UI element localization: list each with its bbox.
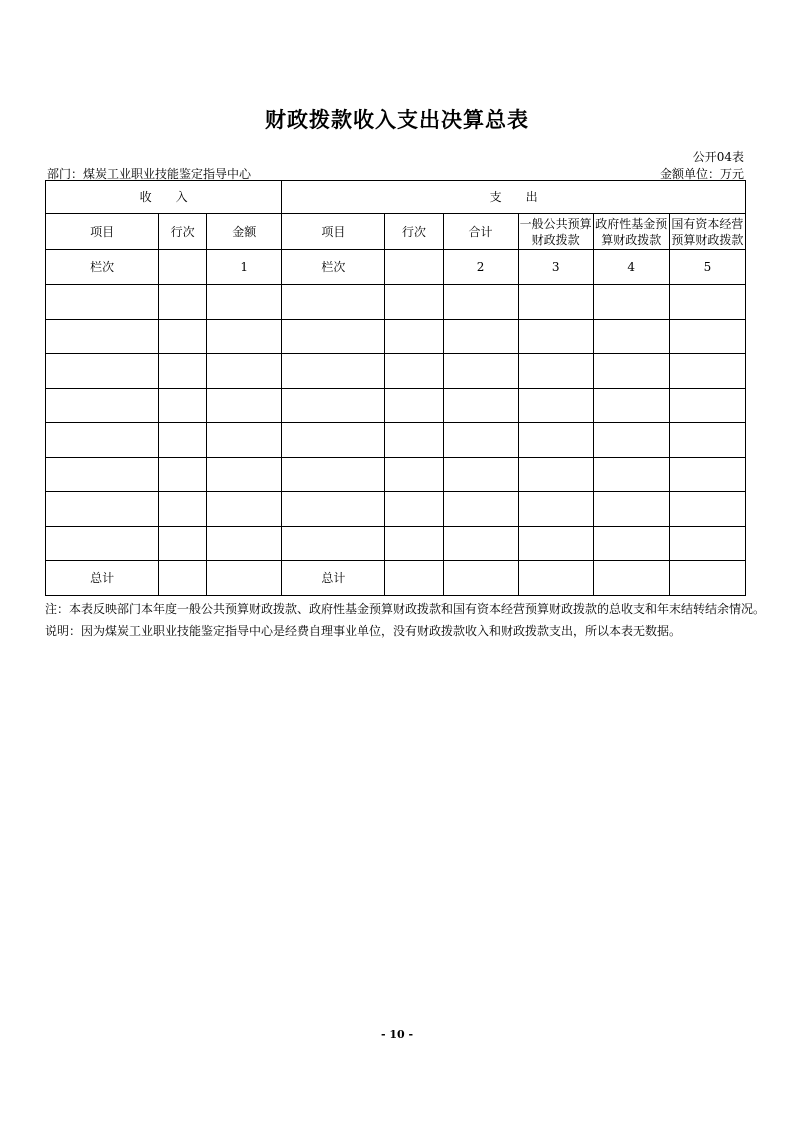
col-state-capital: 国有资本经营预算财政拨款 <box>669 214 745 250</box>
table-cell <box>282 319 385 354</box>
table-cell <box>46 423 159 458</box>
table-cell <box>518 492 593 527</box>
table-cell <box>282 457 385 492</box>
col-general-budget: 一般公共预算财政拨款 <box>518 214 593 250</box>
table-cell <box>282 354 385 389</box>
table-cell <box>207 388 282 423</box>
table-cell <box>385 250 443 285</box>
amount-unit-label: 金额单位：万元 <box>659 167 744 181</box>
table-cell <box>159 354 207 389</box>
expense-total-label: 总计 <box>282 561 385 596</box>
table-cell <box>443 354 518 389</box>
table-cell <box>669 285 745 320</box>
table-cell <box>46 388 159 423</box>
expense-column-label: 栏次 <box>282 250 385 285</box>
budget-summary-table <box>45 180 746 596</box>
table-cell <box>207 354 282 389</box>
table-cell <box>669 561 745 596</box>
table-cell <box>669 457 745 492</box>
total-row <box>46 561 746 596</box>
col-expense-row: 行次 <box>385 214 443 250</box>
table-cell <box>46 526 159 561</box>
table-cell <box>518 457 593 492</box>
table-cell <box>518 526 593 561</box>
table-cell <box>518 319 593 354</box>
table-cell <box>207 285 282 320</box>
table-cell <box>385 388 443 423</box>
table-row <box>46 457 746 492</box>
table-cell <box>443 526 518 561</box>
column-number-row <box>46 250 746 285</box>
table-cell <box>518 561 593 596</box>
table-row <box>46 388 746 423</box>
table-cell <box>593 285 669 320</box>
table-row <box>46 319 746 354</box>
col-expense-total: 合计 <box>443 214 518 250</box>
table-cell <box>207 492 282 527</box>
table-cell <box>282 423 385 458</box>
table-cell <box>593 492 669 527</box>
table-cell <box>282 526 385 561</box>
table-cell <box>385 561 443 596</box>
table-row <box>46 285 746 320</box>
general-budget-column-number: 3 <box>518 250 593 285</box>
table-cell <box>385 457 443 492</box>
table-cell <box>207 526 282 561</box>
table-cell <box>593 319 669 354</box>
state-capital-column-number: 5 <box>669 250 745 285</box>
income-section-header: 收 入 <box>46 181 282 214</box>
col-income-item: 项目 <box>46 214 159 250</box>
table-cell <box>669 492 745 527</box>
table-cell <box>593 388 669 423</box>
expense-total-column-number: 2 <box>443 250 518 285</box>
table-row <box>46 492 746 527</box>
table-cell <box>443 285 518 320</box>
table-cell <box>593 354 669 389</box>
table-cell <box>159 423 207 458</box>
table-cell <box>207 319 282 354</box>
column-header-row <box>46 214 746 250</box>
table-cell <box>518 388 593 423</box>
table-cell <box>669 354 745 389</box>
income-column-label: 栏次 <box>46 250 159 285</box>
table-cell <box>518 285 593 320</box>
table-cell <box>443 388 518 423</box>
table-cell <box>159 492 207 527</box>
table-cell <box>385 285 443 320</box>
table-cell <box>207 561 282 596</box>
table-cell <box>46 354 159 389</box>
table-cell <box>159 388 207 423</box>
table-cell <box>46 319 159 354</box>
table-cell <box>385 423 443 458</box>
table-cell <box>669 423 745 458</box>
table-row <box>46 354 746 389</box>
table-cell <box>282 285 385 320</box>
table-row <box>46 423 746 458</box>
table-cell <box>443 492 518 527</box>
table-cell <box>669 388 745 423</box>
table-cell <box>385 354 443 389</box>
table-cell <box>669 526 745 561</box>
table-cell <box>385 319 443 354</box>
col-gov-fund: 政府性基金预算财政拨款 <box>593 214 669 250</box>
table-cell <box>159 561 207 596</box>
table-row <box>46 526 746 561</box>
table-cell <box>207 457 282 492</box>
section-header-row <box>46 181 746 214</box>
table-cell <box>593 526 669 561</box>
table-cell <box>159 250 207 285</box>
table-cell <box>669 319 745 354</box>
table-cell <box>593 423 669 458</box>
col-income-row: 行次 <box>159 214 207 250</box>
table-cell <box>282 492 385 527</box>
table-cell <box>443 423 518 458</box>
table-cell <box>159 526 207 561</box>
table-cell <box>46 285 159 320</box>
table-cell <box>443 319 518 354</box>
table-cell <box>518 423 593 458</box>
table-cell <box>593 457 669 492</box>
table-note: 注：本表反映部门本年度一般公共预算财政拨款、政府性基金预算财政拨款和国有资本经营预算财政拨款的总收支和年末结转结余情况。 <box>45 602 766 616</box>
col-income-amount: 金额 <box>207 214 282 250</box>
table-cell <box>518 354 593 389</box>
table-cell <box>282 388 385 423</box>
col-expense-item: 项目 <box>282 214 385 250</box>
income-amount-column-number: 1 <box>207 250 282 285</box>
table-cell <box>593 561 669 596</box>
table-cell <box>385 492 443 527</box>
table-cell <box>159 285 207 320</box>
table-cell <box>159 457 207 492</box>
page-title: 财政拨款收入支出决算总表 <box>265 107 529 132</box>
gov-fund-column-number: 4 <box>593 250 669 285</box>
table-cell <box>385 526 443 561</box>
table-cell <box>46 492 159 527</box>
income-total-label: 总计 <box>46 561 159 596</box>
table-cell <box>46 457 159 492</box>
table-cell <box>443 561 518 596</box>
table-cell <box>443 457 518 492</box>
page-number: - 10 - <box>380 1028 414 1041</box>
table-explanation: 说明：因为煤炭工业职业技能鉴定指导中心是经费自理事业单位，没有财政拨款收入和财政拨款支出，所以本表无数据。 <box>45 624 682 638</box>
table-cell <box>159 319 207 354</box>
department-label: 部门：煤炭工业职业技能鉴定指导中心 <box>47 167 252 181</box>
expense-section-header: 支 出 <box>282 181 746 214</box>
table-cell <box>207 423 282 458</box>
form-code: 公开04表 <box>692 150 744 164</box>
